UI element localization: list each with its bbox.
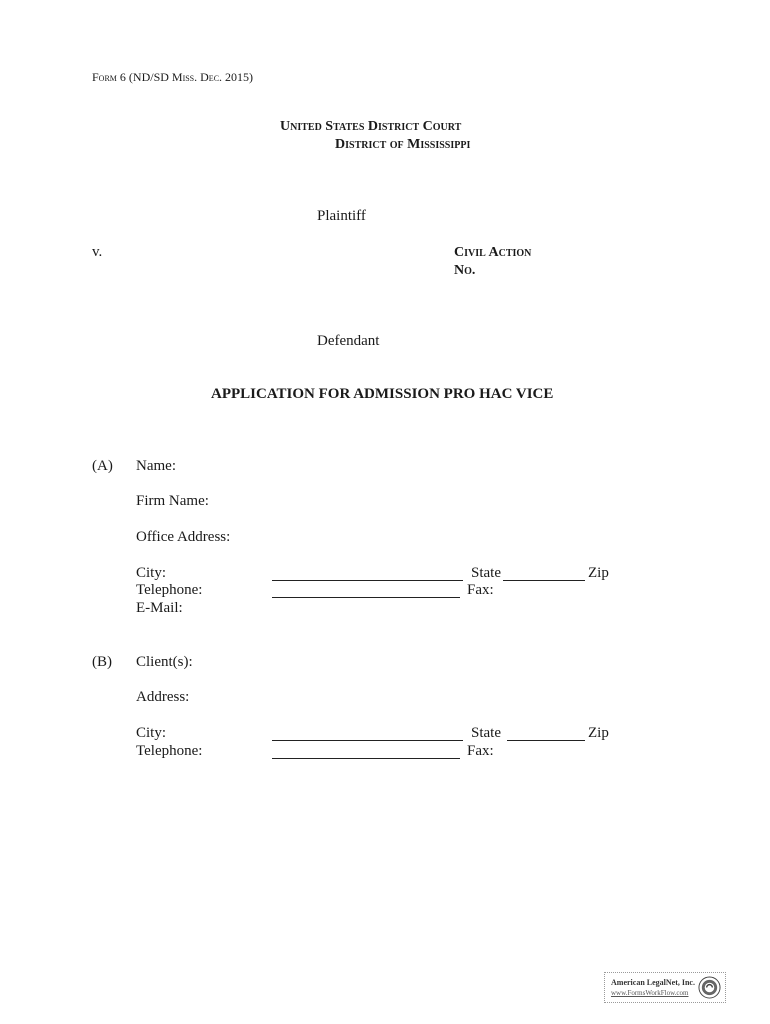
plaintiff-label: Plaintiff <box>317 208 366 224</box>
legalnet-seal-icon <box>698 976 721 999</box>
a-fax-label: Fax: <box>467 582 494 598</box>
a-state-field[interactable] <box>503 580 585 581</box>
address-label: Address: <box>136 689 190 705</box>
logo-company: American LegalNet, Inc. <box>611 978 695 987</box>
b-telephone-field[interactable] <box>272 758 460 759</box>
a-city-field[interactable] <box>272 580 463 581</box>
a-zip-label: Zip <box>588 565 609 581</box>
clients-label: Client(s): <box>136 654 193 670</box>
defendant-label: Defendant <box>317 333 380 349</box>
case-number-label: No. <box>454 263 476 278</box>
section-a-marker: (A) <box>92 458 113 474</box>
page-title: APPLICATION FOR ADMISSION PRO HAC VICE <box>211 386 554 402</box>
legalnet-logo[interactable] <box>604 972 726 1003</box>
b-zip-label: Zip <box>588 725 609 741</box>
b-telephone-label: Telephone: <box>136 743 203 759</box>
a-telephone-label: Telephone: <box>136 582 203 598</box>
a-state-label: State <box>471 565 501 581</box>
section-b-marker: (B) <box>92 654 112 670</box>
email-label: E-Mail: <box>136 600 183 616</box>
logo-url[interactable]: www.FormsWorkFlow.com <box>611 989 689 997</box>
b-state-field[interactable] <box>507 740 585 741</box>
court-district: District of Mississippi <box>335 137 471 152</box>
firm-name-label: Firm Name: <box>136 493 209 509</box>
b-fax-label: Fax: <box>467 743 494 759</box>
name-label: Name: <box>136 458 176 474</box>
versus-label: v. <box>92 244 103 260</box>
a-city-label: City: <box>136 565 167 581</box>
b-city-label: City: <box>136 725 167 741</box>
court-name: United States District Court <box>280 119 462 134</box>
civil-action-label: Civil Action <box>454 245 532 260</box>
office-address-label: Office Address: <box>136 529 231 545</box>
b-city-field[interactable] <box>272 740 463 741</box>
a-telephone-field[interactable] <box>272 597 460 598</box>
form-id: Form 6 (ND/SD Miss. Dec. 2015) <box>92 70 254 84</box>
b-state-label: State <box>471 725 501 741</box>
